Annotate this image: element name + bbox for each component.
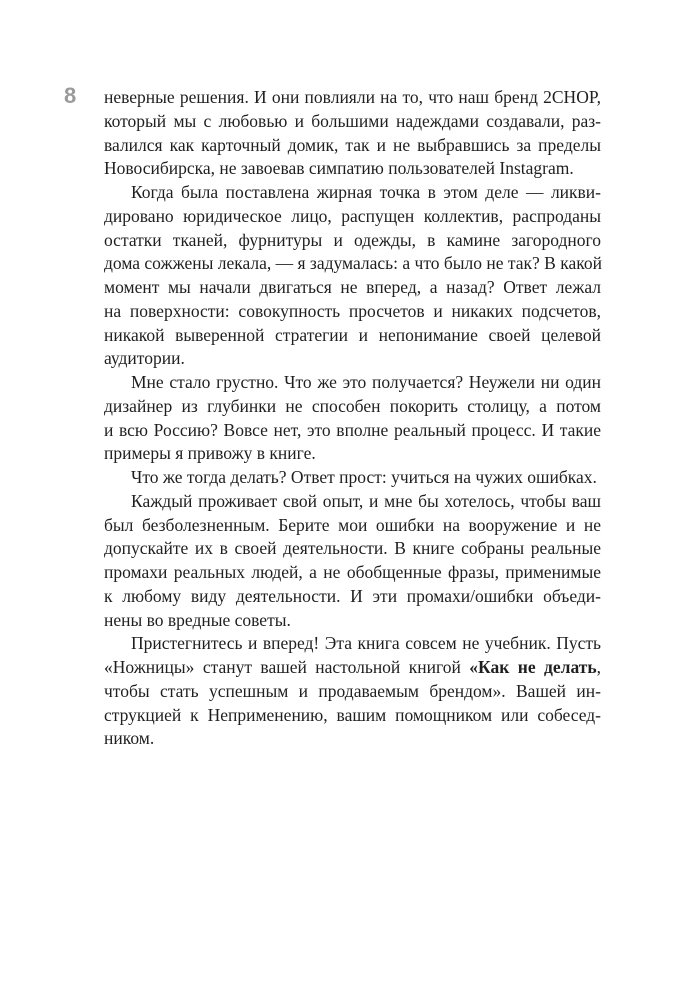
paragraph [104, 490, 601, 633]
text-line: промахи реальных людей, а не обобщенные фразы, применимые [104, 562, 601, 582]
text-line: дировано юридическое лицо, распущен коллектив, распроданы [104, 205, 601, 226]
text-line: дизайнер из глубинки не способен покорить столицу, а потом [104, 395, 601, 416]
page-number: 8 [64, 83, 77, 108]
text-line: допускайте их в своей деятельности. В книге собраны реальные [104, 538, 601, 559]
text-line: Новосибирска, не завоевав симпатию пользователей Instagram. [104, 158, 574, 179]
text-line: ником. [104, 728, 155, 749]
text-line: Мне стало грустно. Что же это получается? Неужели ни один [131, 372, 601, 392]
text-line: неверные решения. И они повлияли на то, что наш бренд 2CHOP, [104, 87, 601, 107]
text-fragment: , [596, 657, 601, 677]
text-line: Когда была поставлена жирная точка в этом деле — ликви- [131, 182, 601, 202]
text-line: момент мы начали двигаться не вперед, а назад? Ответ лежал [104, 277, 601, 297]
text-line: который мы с любовью и большими надеждами создавали, раз- [104, 110, 601, 131]
text-line: аудитории. [104, 348, 185, 369]
text-line: примеры я привожу в книге. [104, 443, 316, 464]
text-line: остатки тканей, фурнитуры и одежды, в камине загородного [104, 229, 601, 250]
paragraph [104, 632, 601, 751]
text-line: струкцией к Неприменению, вашим помощником или собесед- [104, 704, 601, 725]
text-fragment: «Ножницы» станут вашей настольной книгой [104, 657, 470, 677]
text-line: Каждый проживает свой опыт, и мне бы хотелось, чтобы ваш [131, 490, 601, 511]
text-line: Что же тогда делать? Ответ прост: учиться на чужих ошибках. [131, 467, 597, 487]
text-line: и всю Россию? Вовсе нет, это вполне реальный процесс. И такие [104, 419, 601, 440]
text-line: был безболезненным. Берите мои ошибки на вооружение и не [104, 514, 601, 535]
text-line: валился как карточный домик, так и не выбравшись за пределы [104, 134, 601, 155]
body-text [104, 86, 601, 751]
text-line: никакой выверенной стратегии и непонимание своей целевой [104, 324, 601, 345]
text-line: к любому виду деятельности. И эти промахи/ошибки объеди- [104, 585, 601, 606]
paragraph [104, 86, 601, 181]
text-line: дома сожжены лекала, — я задумалась: а что было не так? В какой [104, 253, 602, 274]
text-line [104, 656, 601, 680]
paragraph [104, 466, 601, 490]
paragraph [104, 181, 601, 371]
text-line: на поверхности: совокупность просчетов и никаких подсчетов, [104, 300, 601, 321]
paragraph [104, 371, 601, 466]
text-line: нены во вредные советы. [104, 609, 291, 630]
text-line: чтобы стать успешным и продаваемым брендом». Вашей ин- [104, 680, 601, 701]
bold-phrase: «Как не делать [469, 657, 597, 677]
text-line: Пристегнитесь и вперед! Эта книга совсем не учебник. Пусть [131, 633, 601, 654]
